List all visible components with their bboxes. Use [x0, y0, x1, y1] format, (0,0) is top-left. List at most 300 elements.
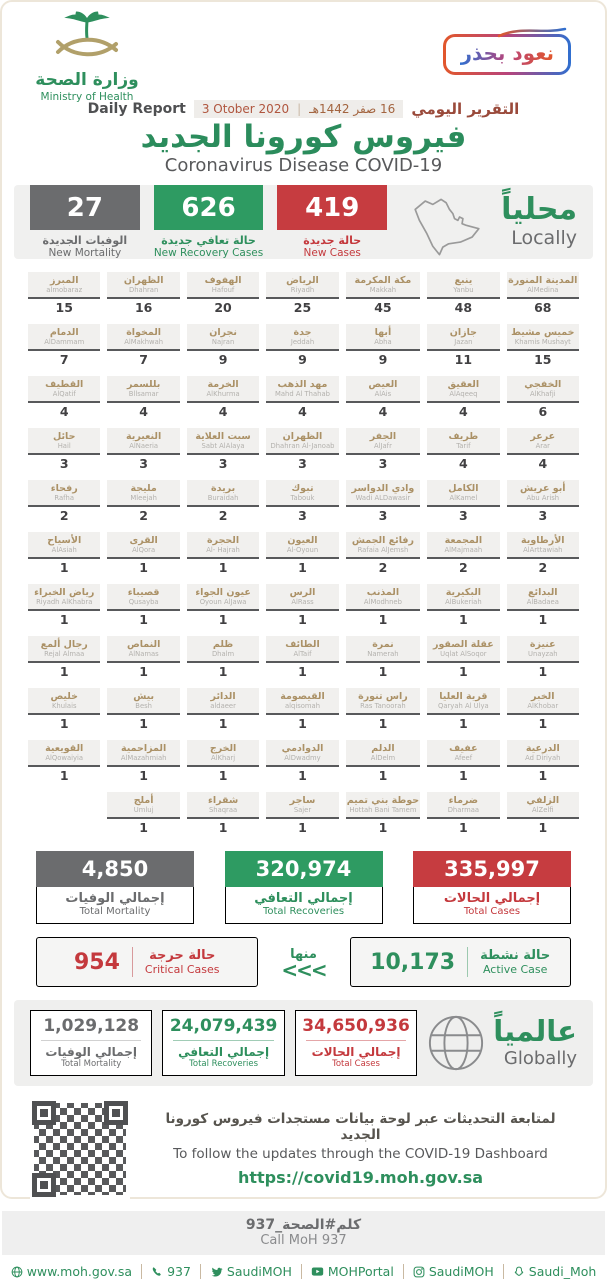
- city-name-ar: جازان: [449, 327, 477, 338]
- city-cell: [28, 376, 100, 419]
- city-name-box: [28, 324, 100, 351]
- city-name-ar: العقيق: [447, 379, 480, 390]
- total-mortality-value: 4,850: [36, 851, 194, 887]
- critical-cases-label-en: Critical Cases: [144, 963, 220, 976]
- city-name-ar: تبوك: [291, 483, 314, 494]
- city-name-en: Yanbu: [453, 286, 474, 294]
- city-name-ar: حوطة بني تميم: [346, 795, 420, 806]
- city-case-count: 1: [59, 716, 69, 731]
- city-name-box: [346, 792, 420, 819]
- city-name-ar: المبرز: [50, 275, 79, 286]
- ministry-name-ar: وزارة الصحة: [35, 70, 139, 90]
- city-name-en: Uqlat AlSoqor: [440, 650, 487, 658]
- city-cell: [507, 584, 579, 627]
- city-name-ar: راس تنورة: [358, 691, 408, 702]
- city-name-ar: عيون الجواء: [195, 587, 251, 598]
- city-name-box: [507, 376, 579, 403]
- city-case-count: 6: [538, 404, 548, 419]
- city-cell: [427, 428, 499, 471]
- city-cell: [187, 584, 259, 627]
- city-name-ar: المزاحمية: [121, 743, 167, 754]
- city-name-box: [346, 740, 420, 767]
- city-cell: [427, 324, 499, 367]
- city-name-en: AlDelm: [370, 754, 396, 762]
- city-name-box: [266, 584, 338, 611]
- city-name-en: Wadi ALDawasir: [355, 494, 411, 502]
- divider: [467, 947, 468, 977]
- badge-label: نعود بحذر: [460, 41, 554, 65]
- city-case-count: 1: [298, 768, 307, 783]
- city-name-ar: القويعية: [45, 743, 84, 754]
- city-cell: [107, 324, 179, 367]
- city-name-box: [507, 272, 579, 299]
- city-cell: [107, 272, 179, 315]
- city-name-en: Dharmaa: [447, 806, 480, 814]
- divider: [132, 947, 133, 977]
- dashboard-link[interactable]: https://covid19.moh.gov.sa: [237, 1168, 484, 1187]
- total-recoveries-value: 320,974: [225, 851, 383, 887]
- city-cell: [187, 272, 259, 315]
- critical-cases-value: 954: [73, 949, 120, 975]
- city-name-ar: مليجة: [130, 483, 157, 494]
- city-cell: [427, 740, 499, 783]
- city-name-ar: عنيزة: [529, 639, 556, 650]
- moh-emblem-icon: [50, 12, 124, 68]
- new-cases-label-en: New Cases: [303, 247, 361, 259]
- city-case-count: 1: [538, 612, 548, 627]
- city-name-ar: بريدة: [211, 483, 236, 494]
- city-cell: [266, 740, 338, 783]
- city-name-ar: بيش: [133, 691, 155, 702]
- city-case-count: 45: [374, 300, 392, 315]
- city-cell: [107, 532, 179, 575]
- city-name-ar: الدائر: [210, 691, 236, 702]
- city-case-count: 4: [538, 456, 548, 471]
- local-heading-ar: محلياً: [501, 192, 578, 227]
- city-name-ar: أملج: [133, 795, 154, 806]
- city-name-box: [107, 376, 179, 403]
- city-name-ar: شقراء: [207, 795, 239, 806]
- city-case-count: 3: [218, 456, 228, 471]
- city-name-en: AlMedina: [527, 286, 559, 294]
- city-name-box: [28, 584, 100, 611]
- city-cell: [187, 688, 259, 731]
- city-name-box: [187, 324, 259, 351]
- city-case-count: 16: [134, 300, 153, 315]
- call-moh-band: [2, 1211, 605, 1255]
- global-recoveries-label-ar: إجمالي التعافي: [178, 1045, 270, 1059]
- city-cell: [266, 584, 338, 627]
- footer-instagram-label: SaudiMOH: [428, 1264, 494, 1279]
- city-name-box: [346, 636, 420, 663]
- city-case-count: 2: [59, 508, 69, 523]
- city-name-box: [507, 480, 579, 507]
- city-cell: [107, 480, 179, 523]
- new-recoveries-label-en: New Recovery Cases: [153, 247, 264, 259]
- city-name-en: AlJafr: [373, 442, 392, 450]
- city-name-en: almobaraz: [46, 286, 83, 294]
- city-cell: [28, 636, 100, 679]
- city-name-en: AlArttawiah: [523, 546, 563, 554]
- city-cell: [107, 740, 179, 783]
- city-name-box: [266, 428, 338, 455]
- city-case-count: 48: [454, 300, 473, 315]
- city-name-en: AlTaif: [293, 650, 312, 658]
- city-case-count: 1: [59, 560, 69, 575]
- city-name-box: [346, 272, 420, 299]
- total-cases-label-en: Total Cases: [463, 906, 521, 917]
- city-name-en: Namerah: [367, 650, 399, 658]
- city-name-box: [427, 272, 499, 299]
- new-recoveries-label-ar: حالة تعافي جديدة: [161, 234, 256, 247]
- city-case-count: 4: [139, 404, 148, 419]
- city-name-ar: رياض الخبراء: [34, 587, 95, 598]
- city-case-count: 1: [218, 820, 228, 835]
- snapchat-icon: [513, 1266, 525, 1278]
- city-case-count: 1: [139, 664, 148, 679]
- city-name-box: [427, 688, 499, 715]
- city-case-count: 1: [459, 716, 468, 731]
- city-name-en: Qusayba: [128, 598, 159, 606]
- footer-snapchat-label: Saudi_Moh: [528, 1264, 597, 1279]
- city-name-box: [427, 480, 499, 507]
- city-name-box: [266, 480, 338, 507]
- city-name-en: Rafha: [54, 494, 75, 502]
- city-name-box: [187, 480, 259, 507]
- city-name-en: Besh: [135, 702, 152, 710]
- city-case-count: 1: [378, 820, 388, 835]
- footer-phone[interactable]: [141, 1264, 191, 1279]
- city-cell: [427, 532, 499, 575]
- local-heading-en: Locally: [511, 227, 578, 249]
- twitter-icon: [210, 1266, 223, 1278]
- city-cell: [266, 272, 338, 315]
- city-name-box: [187, 272, 259, 299]
- city-name-ar: المذنب: [366, 587, 400, 598]
- city-cell: [346, 324, 420, 367]
- city-case-count: 20: [214, 300, 232, 315]
- city-name-en: AlBukeriah: [445, 598, 482, 606]
- city-cell: [187, 376, 259, 419]
- city-name-ar: الهفوف: [204, 275, 242, 286]
- city-case-count: 1: [538, 664, 548, 679]
- global-recoveries-label-en: Total Recoveries: [189, 1059, 259, 1069]
- city-name-en: Tarif: [456, 442, 471, 450]
- city-name-ar: الرياض: [286, 275, 319, 286]
- footer-instagram[interactable]: [403, 1264, 494, 1279]
- dashboard-note-en: To follow the updates through the COVID-19 Dashboard: [173, 1146, 548, 1162]
- total-cases-value: 335,997: [413, 851, 571, 887]
- city-case-count: 1: [459, 664, 468, 679]
- footer-website-label: www.moh.gov.sa: [26, 1264, 133, 1279]
- city-case-count: 1: [139, 768, 148, 783]
- city-case-count: 1: [538, 768, 548, 783]
- city-cell: [346, 532, 420, 575]
- city-cell: [28, 584, 100, 627]
- city-cell: [107, 688, 179, 731]
- footer-website[interactable]: [11, 1264, 132, 1279]
- city-name-en: Oyoun AlJawa: [199, 598, 247, 606]
- city-cell: [28, 480, 100, 523]
- city-case-count: 1: [218, 768, 228, 783]
- city-cell: [107, 584, 179, 627]
- city-case-count: 3: [298, 456, 307, 471]
- city-case-count: 4: [459, 404, 468, 419]
- city-name-ar: الظهران: [123, 275, 164, 286]
- city-name-box: [266, 688, 338, 715]
- ministry-name-en: Ministry of Health: [40, 91, 134, 103]
- city-case-count: 2: [378, 560, 388, 575]
- city-name-box: [427, 428, 499, 455]
- city-case-count: 4: [378, 404, 388, 419]
- city-name-en: Arar: [535, 442, 550, 450]
- global-heading-ar: عالمياً: [493, 1014, 577, 1048]
- city-case-count: 1: [218, 612, 228, 627]
- city-name-en: alqisomah: [284, 702, 321, 710]
- footer-social-bar: [2, 1255, 605, 1285]
- city-cell: [187, 532, 259, 575]
- dashboard-note-ar: لمتابعة التحديثات عبر لوحة بيانات مستجدات فيروس كورونا الجديد: [165, 1111, 556, 1143]
- city-name-box: [28, 532, 100, 559]
- city-name-box: [346, 688, 420, 715]
- city-name-ar: نمرة: [372, 639, 394, 650]
- new-cases-stat: [277, 185, 387, 259]
- city-cell: [266, 792, 338, 835]
- city-name-box: [266, 532, 338, 559]
- city-cell: [266, 324, 338, 367]
- city-case-count: 1: [538, 820, 548, 835]
- city-name-en: AlMajmaah: [444, 546, 483, 554]
- page-title-en: Coronavirus Disease COVID-19: [164, 155, 443, 176]
- city-name-box: [507, 324, 579, 351]
- city-case-count: 4: [218, 404, 228, 419]
- city-name-en: AlAis: [374, 390, 392, 398]
- city-name-ar: قرية العليا: [439, 691, 488, 702]
- city-name-en: Bllsamar: [128, 390, 159, 398]
- footer-snapchat[interactable]: [503, 1264, 597, 1279]
- city-name-box: [346, 376, 420, 403]
- local-stats-band: [14, 185, 593, 259]
- city-cell: [346, 688, 420, 731]
- city-cell: [266, 480, 338, 523]
- global-cases-box: [295, 1010, 417, 1076]
- city-name-ar: البكيرية: [445, 587, 482, 598]
- city-name-box: [187, 688, 259, 715]
- total-mortality-label-ar: إجمالي الوفيات: [65, 891, 165, 906]
- city-case-count: 1: [298, 716, 307, 731]
- city-name-en: AlKhafji: [529, 390, 556, 398]
- city-name-box: [427, 740, 499, 767]
- city-name-en: Buraidah: [207, 494, 239, 502]
- city-name-en: Khulais: [51, 702, 77, 710]
- city-name-box: [107, 532, 179, 559]
- dashboard-section: [32, 1101, 575, 1197]
- city-name-box: [507, 740, 579, 767]
- city-case-count: 1: [139, 612, 148, 627]
- city-name-box: [28, 740, 100, 767]
- city-name-en: Riyadh AlKhabra: [36, 598, 93, 606]
- city-name-ar: الدرعية: [525, 743, 560, 754]
- moh-logo: [32, 12, 142, 103]
- city-name-en: Jeddah: [290, 338, 315, 346]
- city-name-box: [107, 636, 179, 663]
- new-cases-value: 419: [277, 185, 387, 230]
- city-case-count: 1: [378, 612, 388, 627]
- city-case-count: 4: [298, 404, 307, 419]
- city-name-box: [107, 688, 179, 715]
- city-case-count: 7: [139, 352, 148, 367]
- city-name-box: [187, 584, 259, 611]
- city-case-count: 1: [459, 768, 468, 783]
- city-cell: [107, 428, 179, 471]
- global-mortality-label-ar: إجمالي الوفيات: [45, 1045, 137, 1059]
- city-case-count: 3: [59, 456, 69, 471]
- city-name-ar: حائل: [52, 431, 76, 442]
- city-name-en: AlQowaiyia: [45, 754, 84, 762]
- city-case-count: 9: [378, 352, 388, 367]
- city-case-count: 1: [139, 716, 148, 731]
- city-case-count: 1: [298, 664, 307, 679]
- city-case-count: 1: [378, 716, 388, 731]
- page-title-ar: فيروس كورونا الجديد: [140, 119, 467, 155]
- new-mortality-value: 27: [30, 185, 140, 230]
- city-name-en: Dhahran: [129, 286, 159, 294]
- city-cell: [346, 740, 420, 783]
- city-name-ar: بللسمر: [127, 379, 161, 390]
- return-cautiously-badge: [443, 34, 571, 75]
- city-cell: [507, 636, 579, 679]
- city-name-en: Unayzah: [528, 650, 558, 658]
- city-name-ar: خليص: [50, 691, 79, 702]
- city-name-box: [266, 272, 338, 299]
- new-mortality-label-ar: الوفيات الجديدة: [42, 234, 128, 247]
- qr-code[interactable]: [32, 1101, 128, 1197]
- city-name-en: AlKhurma: [206, 390, 240, 398]
- city-name-ar: عفيف: [449, 743, 478, 754]
- city-name-box: [28, 688, 100, 715]
- city-name-ar: الدلم: [371, 743, 395, 754]
- city-name-en: Umluj: [133, 806, 154, 814]
- phone-icon: [151, 1266, 163, 1278]
- city-cell: [507, 480, 579, 523]
- global-mortality-label-en: Total Mortality: [61, 1059, 122, 1069]
- city-cell: [507, 324, 579, 367]
- city-name-en: AlQatif: [52, 390, 76, 398]
- global-recoveries-box: [162, 1010, 284, 1076]
- city-name-en: Shaqraa: [208, 806, 238, 814]
- city-name-ar: الخبر: [531, 691, 555, 702]
- city-name-ar: العيص: [368, 379, 398, 390]
- city-name-en: AlKharj: [210, 754, 236, 762]
- global-recoveries-value: 24,079,439: [169, 1016, 278, 1036]
- city-name-box: [266, 792, 338, 819]
- city-cell: [107, 792, 179, 835]
- total-cases-box: [413, 851, 571, 924]
- city-name-box: [266, 740, 338, 767]
- city-name-ar: الدمام: [49, 327, 79, 338]
- city-name-en: Rafaia AlJemsh: [357, 546, 409, 554]
- footer-twitter[interactable]: [200, 1264, 292, 1279]
- city-name-en: Sabt AlAlaya: [201, 442, 245, 450]
- city-name-ar: الجفر: [369, 431, 397, 442]
- total-recoveries-label-ar: إجمالي التعافي: [254, 891, 353, 906]
- city-case-count: 1: [139, 560, 148, 575]
- city-case-count: 15: [55, 300, 73, 315]
- city-name-box: [266, 324, 338, 351]
- city-name-ar: رجال ألمع: [40, 639, 88, 650]
- city-cell: [187, 428, 259, 471]
- city-case-count: 1: [59, 612, 69, 627]
- city-name-en: Abha: [374, 338, 392, 346]
- globe-icon: [11, 1266, 23, 1278]
- city-name-en: Rejal Almaa: [44, 650, 85, 658]
- city-case-count: 3: [538, 508, 548, 523]
- global-mortality-value: 1,029,128: [43, 1016, 140, 1036]
- active-cases-label-en: Active Case: [482, 963, 548, 976]
- daily-report-en: Daily Report: [87, 101, 186, 117]
- city-name-en: Ras Tanoorah: [360, 702, 406, 710]
- city-name-ar: ساجر: [289, 795, 316, 806]
- city-name-en: Al-Oyoun: [286, 546, 319, 554]
- city-cell: [427, 584, 499, 627]
- city-name-en: Sajer: [293, 806, 312, 814]
- city-case-count: 1: [459, 820, 468, 835]
- city-name-box: [28, 272, 100, 299]
- active-cases-value: 10,173: [370, 949, 456, 975]
- city-case-count: 1: [218, 716, 228, 731]
- city-name-box: [346, 480, 420, 507]
- globe-outline-icon: [427, 1014, 485, 1072]
- city-cell: [107, 376, 179, 419]
- city-case-count: 1: [298, 820, 307, 835]
- city-case-count: 68: [534, 300, 552, 315]
- city-cell: [28, 688, 100, 731]
- city-case-count: 15: [534, 352, 552, 367]
- city-name-box: [107, 584, 179, 611]
- city-name-ar: الأسياح: [47, 535, 82, 546]
- city-case-count: 3: [298, 508, 307, 523]
- city-cell: [266, 688, 338, 731]
- critical-cases-box: [36, 937, 258, 987]
- city-name-en: AlZelfi: [532, 806, 554, 814]
- city-name-ar: خميس مشيط: [511, 327, 575, 338]
- city-name-en: AlMazahmiah: [120, 754, 167, 762]
- city-name-ar: وادي الدواسر: [351, 483, 415, 494]
- city-case-count: 2: [538, 560, 548, 575]
- new-recoveries-value: 626: [154, 185, 264, 230]
- city-name-en: aldaeer: [210, 702, 236, 710]
- city-name-ar: عرعر: [530, 431, 556, 442]
- city-cell: [28, 532, 100, 575]
- city-case-count: 1: [218, 664, 228, 679]
- city-case-count: 1: [538, 716, 548, 731]
- city-cell: [427, 688, 499, 731]
- city-name-en: AlKamel: [449, 494, 478, 502]
- city-case-count: 1: [59, 664, 69, 679]
- city-cell: [346, 272, 420, 315]
- city-name-ar: سبت العلاية: [195, 431, 251, 442]
- footer-youtube[interactable]: [301, 1264, 394, 1279]
- city-name-en: AlMakhwah: [124, 338, 164, 346]
- city-case-count: 2: [139, 508, 148, 523]
- city-name-box: [507, 688, 579, 715]
- city-cell: [507, 272, 579, 315]
- city-cell: [187, 636, 259, 679]
- total-mortality-label-en: Total Mortality: [79, 906, 151, 917]
- city-name-en: Riyadh: [290, 286, 315, 294]
- city-name-box: [266, 376, 338, 403]
- city-name-en: AlDwadmy: [284, 754, 321, 762]
